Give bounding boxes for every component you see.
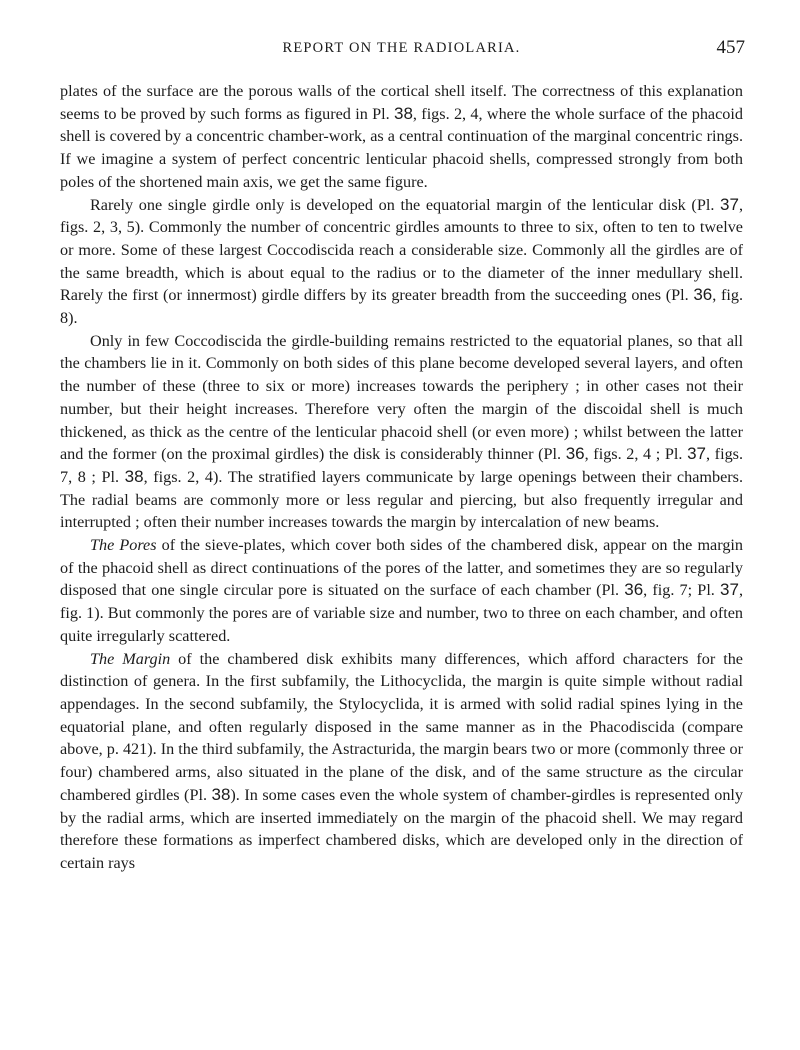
text-segment: , figs. 2, 4). The stratified layers communicate by large openings between their chambers. The radial beams are commonly more or less regular and piercing, but also frequently irregular and interrupted ; often their number increases towards the margin by intercalation of new beams. (60, 467, 743, 532)
paragraph (60, 194, 743, 330)
paragraph (60, 80, 743, 194)
document-page (60, 37, 745, 875)
text-segment: of the sieve-plates, which cover both sides of the chambered disk, appear on the margin of the phacoid shell as direct continuations of the pores of the latter, and sometimes they are so regularly disposed that one single circular pore is situated on the surface of each chamber (Pl. (60, 536, 743, 600)
text-segment: , figs. 2, 3, 5). Commonly the number of concentric girdles amounts to three to six, often to ten to twelve or more. Some of these largest Coccodiscida reach a considerable size. Commonly all the girdles are of the same breadth, which is about equal to the radius or to the diameter of the inner medullary shell. Rarely the first (or innermost) girdle differs by its greater breadth from the succeeding ones (Pl. (60, 195, 743, 305)
plate-number: 36 (693, 285, 713, 305)
plate-number: 38 (124, 466, 144, 486)
text-segment: plates of the surface are the porous walls of the cortical shell itself. The correctness of this explanation seems to be proved by such forms as figured in Pl. (60, 82, 743, 123)
text-segment: Only in few Coccodiscida the girdle-building remains restricted to the equatorial planes, so that all the chambers lie in it. Commonly on both sides of this plane become developed several layers, and often the number of these (three to six or more) increases towards the periphery ; in other cases not their number, but their height increases. Therefore very often the margin of the discoidal shell is much thickened, as thick as the centre of the lenticular phacoid shell (or even more) ; whilst between the latter and the former (on the proximal girdles) the disk is considerably thinner (Pl. (60, 331, 743, 464)
paragraph (60, 330, 743, 534)
page-header (60, 37, 745, 66)
text-segment: , fig. 1). But commonly the pores are of variable size and number, two to three on each chamber, and often quite irregularly scattered. (60, 581, 743, 645)
plate-number: 37 (687, 444, 706, 464)
paragraph-lead-in: The Margin (90, 649, 171, 668)
page-number: 457 (716, 37, 745, 58)
plate-number: 37 (720, 194, 739, 214)
plate-number: 36 (565, 444, 585, 464)
plate-number: 38 (211, 784, 231, 804)
text-segment: , fig. 8). (60, 286, 743, 328)
paragraph (60, 648, 743, 875)
running-title: REPORT ON THE RADIOLARIA. (282, 40, 521, 56)
text-segment: , fig. 7; Pl. (643, 581, 721, 600)
paragraph-lead-in: The Pores (90, 536, 157, 555)
text-segment: ). In some cases even the whole system of chamber-girdles is represented only by the radial arms, which are inserted immediately on the margin of the phacoid shell. We may regard therefore these formations as imperfect chambered disks, which are developed only in the direction of certain rays (60, 785, 744, 872)
body-text (60, 80, 743, 875)
plate-number: 38 (394, 103, 413, 123)
plate-number: 36 (624, 580, 644, 600)
text-segment: of the chambered disk exhibits many differences, which afford characters for the distinction of genera. In the first subfamily, the Lithocyclida, the margin is quite simple without radial appendages. In the second subfamily, the Stylocyclida, it is armed with solid radial spines lying in the equatorial plane, and often regularly disposed in the same manner as in the Phacodiscida (compare above, p. 421). In the third subfamily, the Astracturida, the margin bears two or more (commonly three or four) chambered arms, also situated in the plane of the disk, and of the same structure as the circular chambered girdles (Pl. (60, 649, 743, 804)
paragraph (60, 534, 743, 648)
text-segment: , figs. 2, 4, where the whole surface of the phacoid shell is covered by a concentric chamber-work, as a central continuation of the marginal concentric rings. If we imagine a system of perfect concentric lenticular phacoid shells, compressed strongly from both poles of the shortened main axis, we get the same figure. (60, 104, 743, 191)
text-segment: , figs. 2, 4 ; Pl. (584, 445, 688, 464)
text-segment: , figs. 7, 8 ; Pl. (60, 445, 744, 486)
text-segment: Rarely one single girdle only is developed on the equatorial margin of the lenticular disk (Pl. (90, 195, 721, 214)
plate-number: 37 (720, 580, 739, 600)
